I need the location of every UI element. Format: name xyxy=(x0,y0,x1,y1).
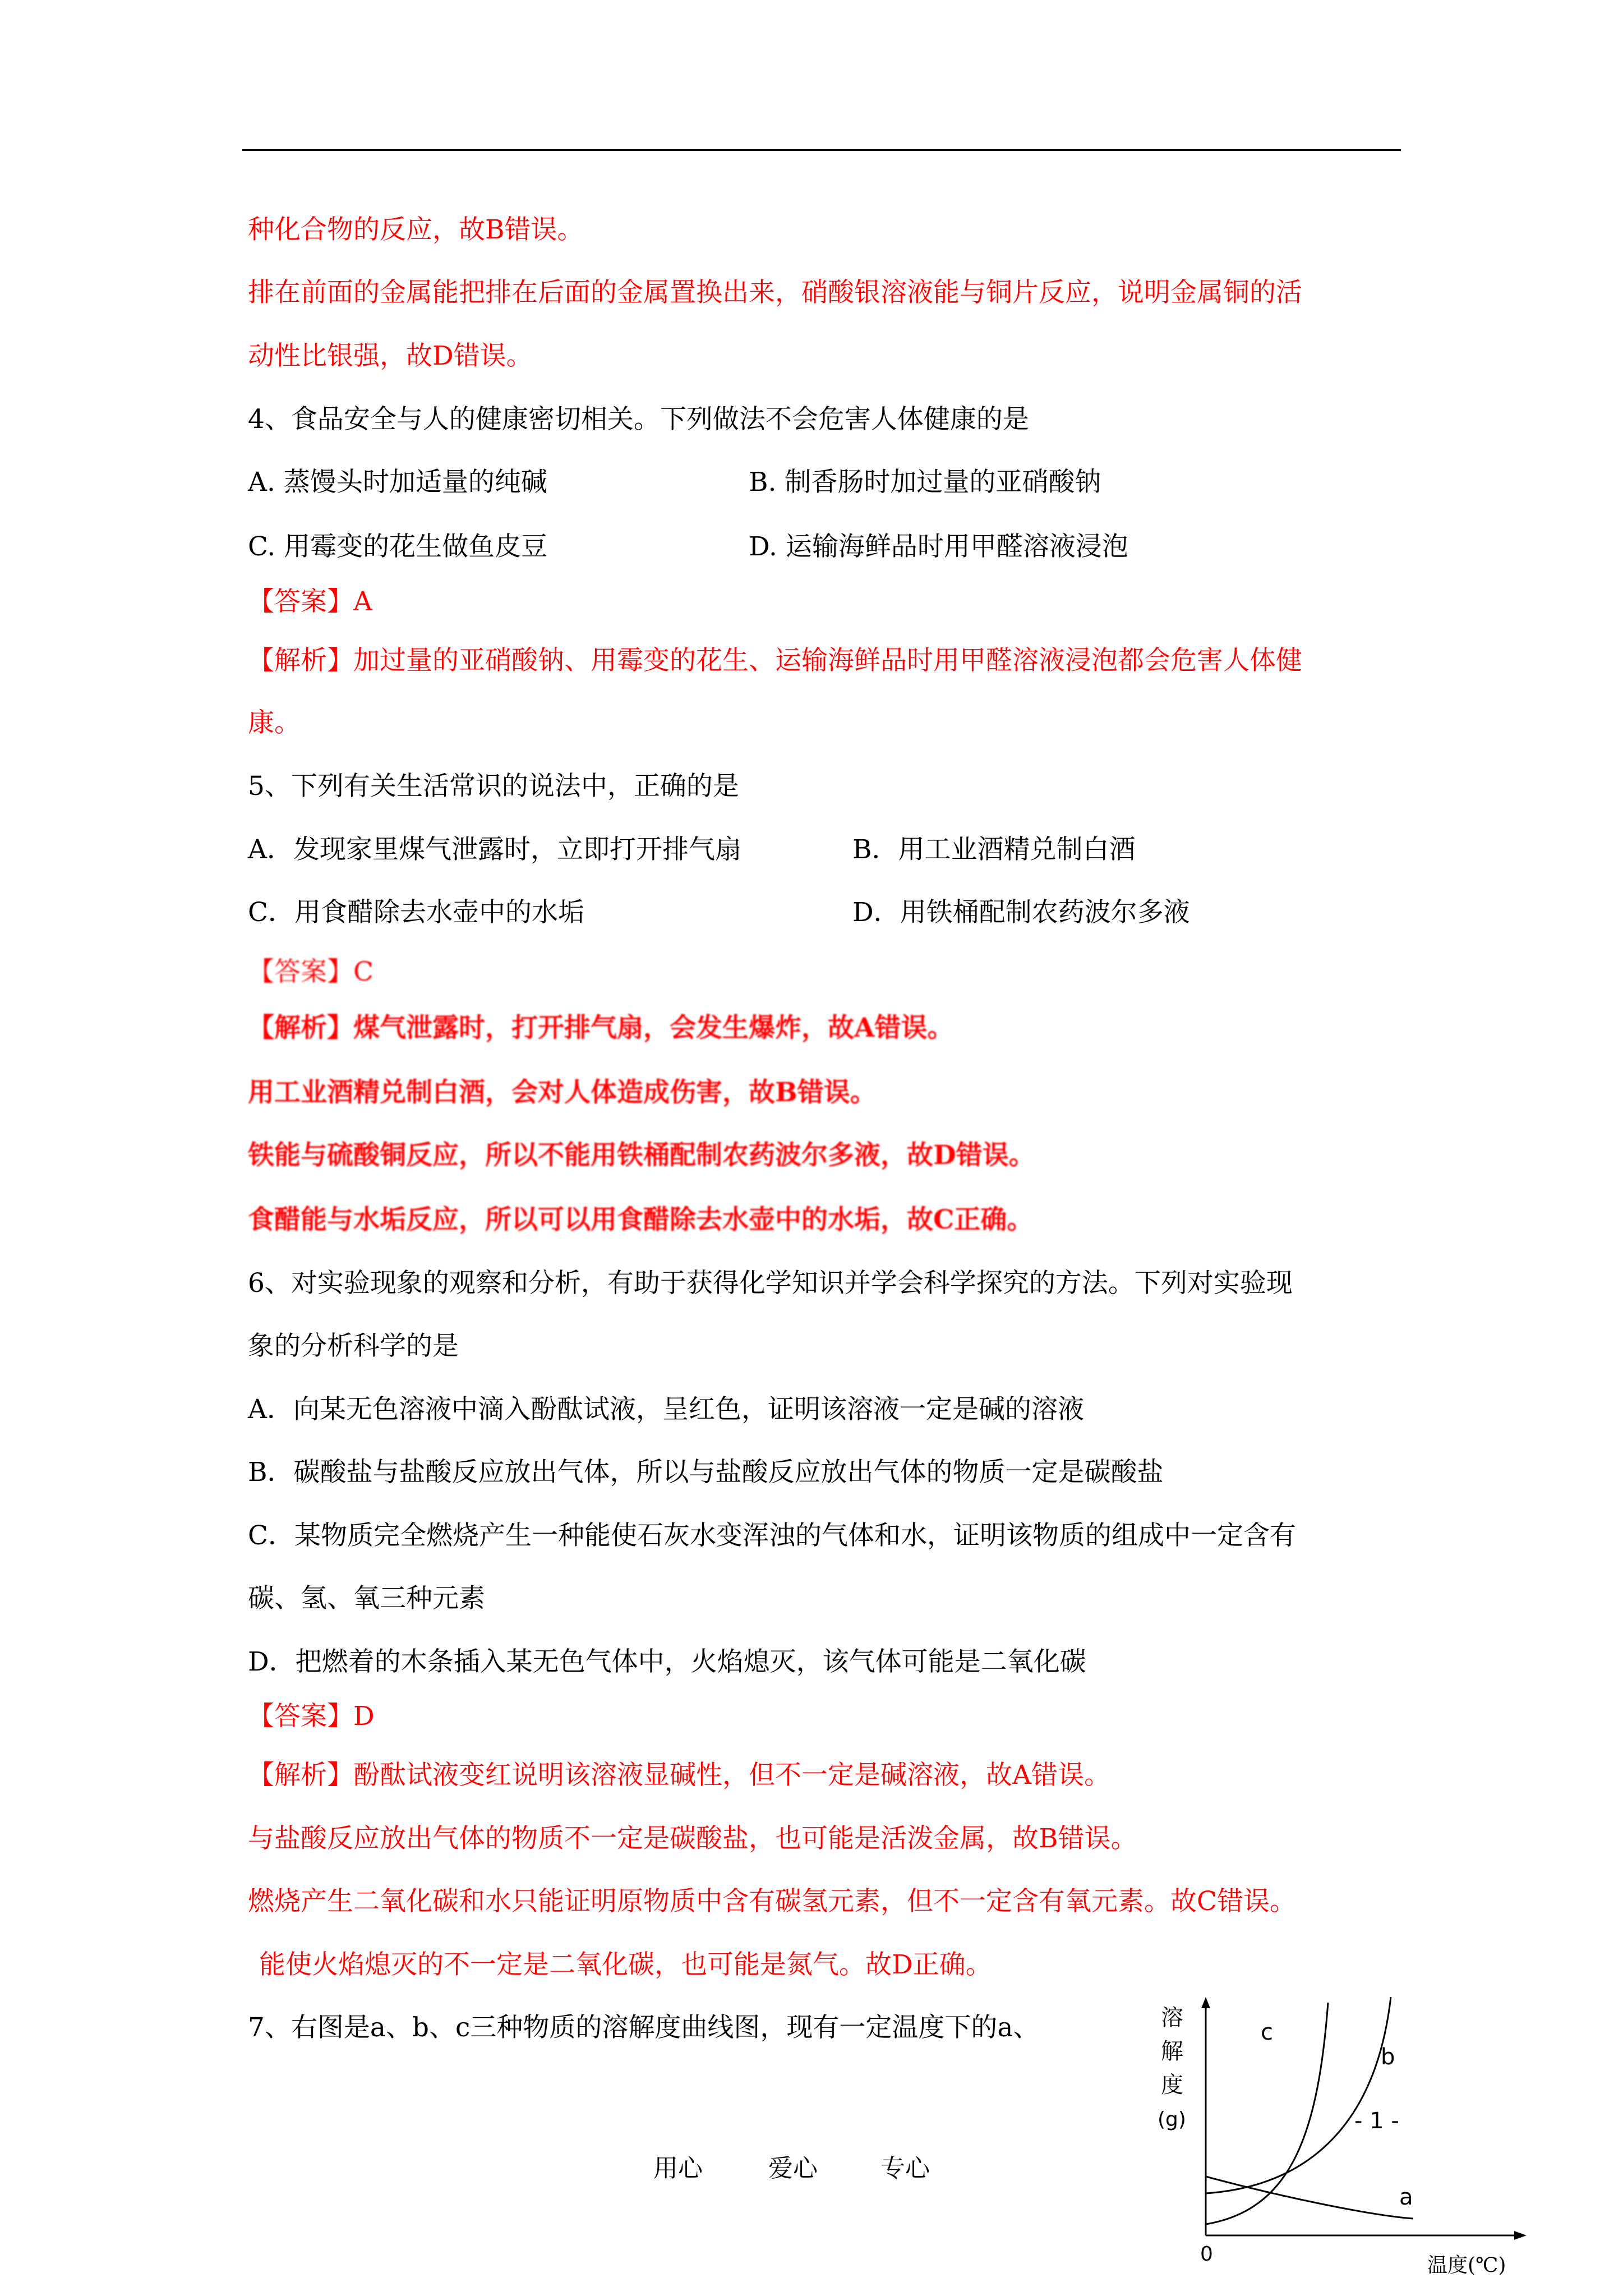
q4-option-d: D. 运输海鲜品时用甲醛溶液浸泡 xyxy=(749,531,1128,562)
q5-explanation: 食醋能与水垢反应，所以可以用食醋除去水壶中的水垢，故C正确。 xyxy=(248,1204,1034,1235)
q6-answer: 【答案】D xyxy=(248,1701,375,1732)
q6-explanation: 能使火焰熄灭的不一定是二氧化碳，也可能是氮气。故D正确。 xyxy=(259,1949,992,1980)
q5-answer: 【答案】C xyxy=(248,956,374,987)
series-b-curve xyxy=(1206,1997,1391,2193)
series-label-a: a xyxy=(1399,2184,1413,2210)
q5-explanation: 铁能与硫酸铜反应，所以不能用铁桶配制农药波尔多液，故D错误。 xyxy=(248,1140,1035,1171)
prev-explanation-line: 动性比银强，故D错误。 xyxy=(248,341,533,371)
series-label-c: c xyxy=(1261,2019,1273,2045)
origin-label: 0 xyxy=(1200,2243,1213,2266)
q4-option-c: C. 用霉变的花生做鱼皮豆 xyxy=(248,531,548,562)
q6-explanation: 【解析】酚酞试液变红说明该溶液显碱性，但不一定是碱溶液，故A错误。 xyxy=(248,1760,1110,1791)
q4-option-a: A. 蒸馒头时加适量的纯碱 xyxy=(248,467,547,498)
q4-answer: 【答案】A xyxy=(248,586,372,617)
prev-explanation-line: 排在前面的金属能把排在后面的金属置换出来，硝酸银溶液能与铜片反应，说明金属铜的活 xyxy=(248,277,1302,308)
series-a-curve xyxy=(1206,2177,1413,2219)
solubility-chart xyxy=(1150,2005,1542,2277)
q5-explanation: 用工业酒精兑制白酒，会对人体造成伤害，故B错误。 xyxy=(248,1077,877,1108)
series-label-b: b xyxy=(1381,2044,1395,2070)
header-rule xyxy=(242,149,1401,151)
ylabel-char: 解 xyxy=(1161,2039,1183,2064)
q6-stem: 6、对实验现象的观察和分析，有助于获得化学知识并学会科学探究的方法。下列对实验现 xyxy=(248,1268,1293,1299)
q6-option-c: 碳、氢、氧三种元素 xyxy=(248,1583,485,1614)
x-axis-arrow xyxy=(1514,2231,1527,2240)
q5-stem: 5、下列有关生活常识的说法中，正确的是 xyxy=(248,771,739,802)
q5-option-d: D．用铁桶配制农药波尔多液 xyxy=(852,897,1190,928)
q5-option-c: C．用食醋除去水壶中的水垢 xyxy=(248,897,584,928)
q6-option-a: A．向某无色溶液中滴入酚酞试液，呈红色，证明该溶液一定是碱的溶液 xyxy=(248,1394,1084,1425)
footer-word: 用心 xyxy=(653,2154,703,2183)
q6-explanation: 燃烧产生二氧化碳和水只能证明原物质中含有碳氢元素，但不一定含有氧元素。故C错误。 xyxy=(248,1886,1296,1917)
q6-option-b: B．碳酸盐与盐酸反应放出气体，所以与盐酸反应放出气体的物质一定是碳酸盐 xyxy=(248,1457,1164,1488)
q7-stem: 7、右图是a、b、c三种物质的溶解度曲线图，现有一定温度下的a、 xyxy=(248,2012,1040,2043)
ylabel-char: 溶 xyxy=(1161,2005,1183,2031)
q4-option-b: B. 制香肠时加过量的亚硝酸钠 xyxy=(749,467,1101,498)
page-number: - 1 - xyxy=(1354,2108,1399,2134)
ylabel-char: (g) xyxy=(1158,2108,1186,2131)
q4-explanation: 康。 xyxy=(248,707,301,738)
q6-option-d: D．把燃着的木条插入某无色气体中，火焰熄灭，该气体可能是二氧化碳 xyxy=(248,1646,1086,1677)
q5-explanation: 【解析】煤气泄露时，打开排气扇，会发生爆炸，故A错误。 xyxy=(248,1013,954,1043)
q4-explanation: 【解析】加过量的亚硝酸钠、用霉变的花生、运输海鲜品时用甲醛溶液浸泡都会危害人体健 xyxy=(248,645,1302,676)
footer-word: 专心 xyxy=(880,2154,930,2183)
q4-stem: 4、食品安全与人的健康密切相关。下列做法不会危害人体健康的是 xyxy=(248,404,1029,435)
q6-option-c: C．某物质完全燃烧产生一种能使石灰水变浑浊的气体和水，证明该物质的组成中一定含有 xyxy=(248,1520,1296,1551)
q5-option-b: B．用工业酒精兑制白酒 xyxy=(852,834,1136,865)
x-axis-label: 温度(℃) xyxy=(1427,2254,1506,2277)
q5-option-a: A．发现家里煤气泄露时，立即打开排气扇 xyxy=(248,834,741,865)
q6-stem: 象的分析科学的是 xyxy=(248,1331,459,1361)
y-axis-arrow xyxy=(1201,1997,1210,2008)
q6-explanation: 与盐酸反应放出气体的物质不一定是碳酸盐，也可能是活泼金属，故B错误。 xyxy=(248,1823,1137,1854)
ylabel-char: 度 xyxy=(1161,2072,1183,2098)
prev-explanation-line: 种化合物的反应，故B错误。 xyxy=(248,214,584,245)
footer-word: 爱心 xyxy=(768,2154,818,2183)
